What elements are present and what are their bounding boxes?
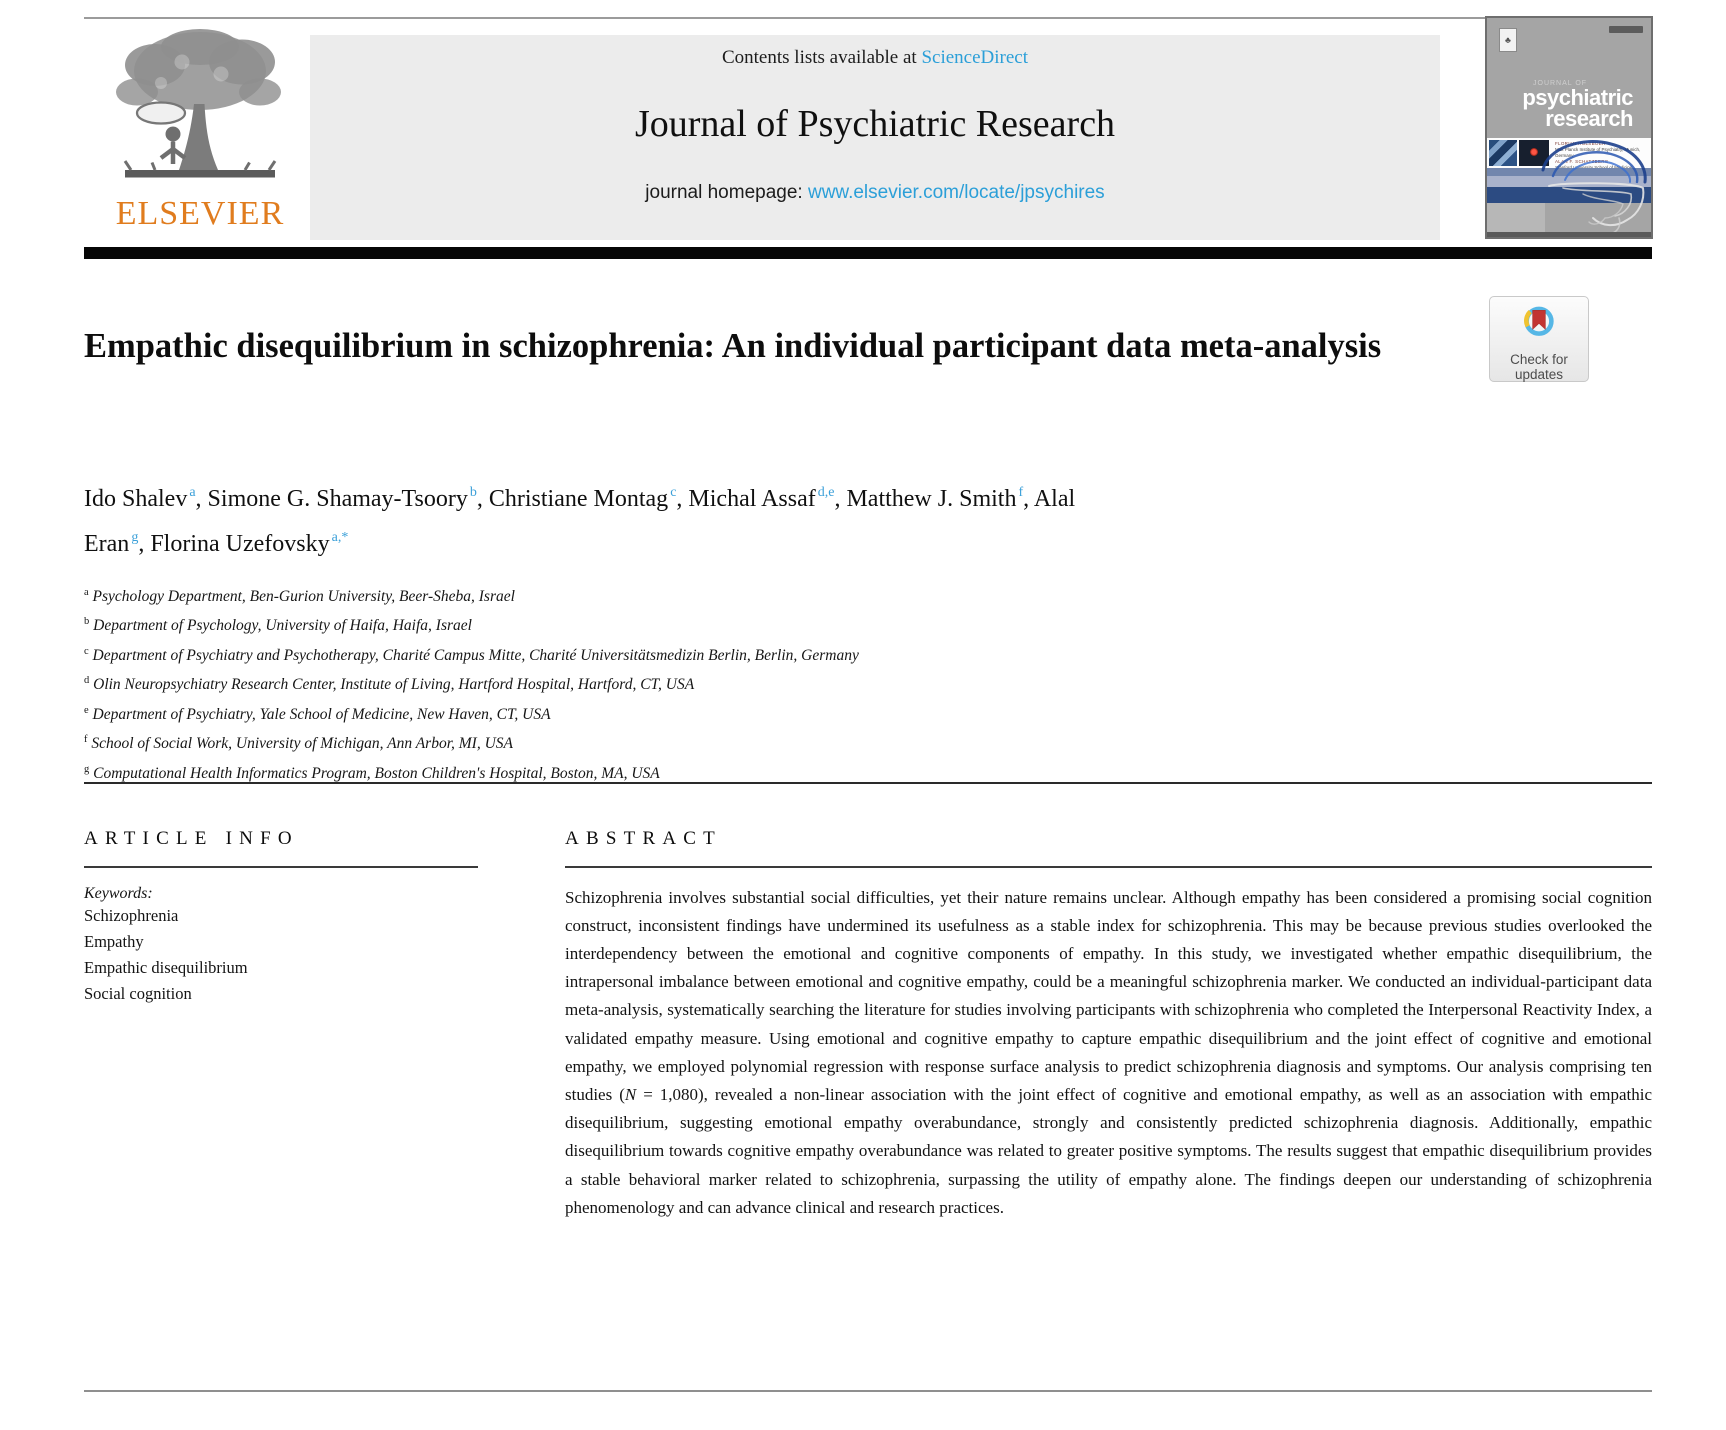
author-name: Florina Uzefovsky	[150, 531, 330, 557]
article-title: Empathic disequilibrium in schizophrenia: An individual participant data meta-analysis	[84, 327, 1382, 365]
author-name: Ido Shalev	[84, 486, 188, 512]
cover-brain-icon	[1523, 130, 1651, 238]
crossmark-icon	[1517, 302, 1561, 346]
affiliation-sup: e	[84, 704, 89, 716]
affiliation-sup: d	[84, 675, 90, 687]
cover-bottom-strip	[1487, 232, 1651, 237]
author-affiliation-sup: b	[469, 485, 477, 500]
cover-editor: FLORIAN HOLSBOER Max Planck Institute of Psychiatry, Munich, Germany	[1555, 141, 1641, 158]
affiliation-sup: c	[84, 645, 89, 657]
affiliation	[84, 639, 1484, 668]
affiliation	[84, 668, 1484, 697]
author	[846, 486, 1033, 512]
elsevier-wordmark: ELSEVIER	[115, 195, 285, 232]
bottom-divider	[84, 1390, 1652, 1392]
author-name: Matthew J. Smith	[846, 486, 1017, 512]
abstract-part-2: = 1,080), revealed a non-linear association with the joint effect of cognitive and emotional empathy, as well as an association with empathic disequilibrium, suggesting emotional empathy overabundance, strongly and consistently predicted schizophrenia diagnosis. Additionally, empathic disequilibrium towards cognitive empathy overabundance was related to greater positive symptoms. The results suggest that empathic disequilibrium provides a stable behavioral marker related to schizophrenia, surpassing the utility of empathy alone. The findings deepen our understanding of schizophrenia phenomenology and can advance clinical and research practices.	[565, 1084, 1652, 1217]
affiliation	[84, 609, 1484, 638]
author-name: Christiane Montag	[488, 486, 669, 512]
author-affiliation-sup: a	[189, 485, 196, 500]
author-separator: ,	[476, 486, 489, 512]
top-divider	[84, 17, 1652, 19]
author-affiliation-sup: f	[1018, 485, 1024, 500]
section-divider	[84, 782, 1652, 784]
affiliation	[84, 580, 1484, 609]
author-affiliation-sup: d,e	[817, 485, 835, 500]
affiliation-text: Psychology Department, Ben-Gurion University, Beer-Sheba, Israel	[88, 588, 515, 606]
affiliation-text: Olin Neuropsychiatry Research Center, Institute of Living, Hartford Hospital, Hartford, CT, USA	[89, 676, 695, 694]
abstract-heading: ABSTRACT	[565, 828, 722, 849]
author-affiliation-sup: g	[131, 530, 139, 545]
crossmark-badge[interactable]	[1489, 296, 1589, 382]
author-separator: ,	[195, 486, 208, 512]
author-affiliation-sup: a,*	[331, 530, 349, 545]
abstract-text	[565, 884, 1652, 1222]
author-separator: ,	[1023, 486, 1034, 512]
journal-header-panel	[310, 35, 1440, 240]
keyword: Empathic disequilibrium	[84, 957, 248, 977]
affiliation-sup: b	[84, 616, 90, 628]
keywords-label: Keywords:	[84, 884, 153, 902]
contents-prefix: Contents lists available at	[721, 47, 922, 68]
elsevier-tree-icon	[95, 26, 305, 188]
header-black-bar	[84, 247, 1652, 259]
homepage-line	[310, 182, 1440, 204]
cover-issn-mark	[1609, 26, 1643, 33]
cover-title: psychiatric research	[1522, 85, 1633, 131]
affiliations	[84, 580, 1484, 786]
affiliation-text: Department of Psychology, University of Haifa, Haifa, Israel	[89, 617, 472, 635]
abstract-rule	[565, 866, 1652, 868]
cover-image-crystals	[1489, 140, 1517, 166]
abstract-part-1: Schizophrenia involves substantial social difficulties, yet their nature remains unclear. Although empathy has been considered a promising social cognition construct, inconsistent findings have undermined its usefulness as a stable index for schizophrenia. This may be because previous studies overlooked the interdependency between the emotional and cognitive components of empathy. In this study, we investigated whether empathic disequilibrium, the intrapersonal imbalance between emotional and cognitive empathy, could be a meaningful schizophrenia marker. We conducted an individual-participant data meta-analysis, systematically searching the literature for studies involving participants with schizophrenia who completed the Interpersonal Reactivity Index, a validated empathy measure. Using emotional and cognitive empathy to capture empathic disequilibrium and the joint effect of cognitive and emotional empathy, we employed polynomial regression with response surface analysis to predict schizophrenia diagnosis and symptoms. Our analysis comprising ten studies (	[565, 887, 1652, 1104]
homepage-link[interactable]: www.elsevier.com/locate/jpsychires	[807, 182, 1105, 203]
homepage-prefix: journal homepage:	[645, 182, 808, 203]
author-name: Simone G. Shamay-Tsoory	[207, 486, 468, 512]
journal-cover-thumbnail[interactable]	[1485, 16, 1653, 239]
author	[208, 486, 489, 512]
author-affiliation-sup: c	[670, 485, 677, 500]
article-info-rule	[84, 866, 478, 868]
affiliation-text: Computational Health Informatics Program, Boston Children's Hospital, Boston, MA, USA	[89, 764, 660, 782]
keyword: Schizophrenia	[84, 905, 179, 925]
sciencedirect-link[interactable]: ScienceDirect	[921, 47, 1029, 68]
abstract-column	[565, 828, 1652, 1222]
cover-editor: ALAN F. SCHATZBERG	[1555, 159, 1609, 164]
affiliation-text: School of Social Work, University of Michigan, Ann Arbor, MI, USA	[87, 735, 513, 753]
crossmark-label-2: updates	[1514, 367, 1564, 382]
keywords-list	[84, 903, 478, 1007]
affiliation	[84, 698, 1484, 727]
article-info-heading: ARTICLE INFO	[84, 828, 299, 849]
keyword: Empathy	[84, 931, 144, 951]
affiliation-sup: f	[84, 734, 88, 746]
abstract-n-italic: N	[624, 1084, 637, 1104]
authors-line	[84, 474, 1094, 564]
cover-journal-of: JOURNAL OF	[1533, 80, 1588, 87]
author	[150, 531, 348, 557]
affiliation-text: Department of Psychiatry and Psychotherapy, Charité Campus Mitte, Charité Universitätsmedizin Berlin, Berlin, Germany	[88, 647, 859, 665]
author-name: Alal Eran	[84, 486, 1076, 557]
author-separator: ,	[138, 531, 151, 557]
crossmark-label-1: Check for	[1510, 352, 1568, 367]
author-name: Michal Assaf	[688, 486, 816, 512]
contents-line	[310, 47, 1440, 69]
affiliation	[84, 727, 1484, 756]
affiliation-sup: g	[84, 763, 90, 775]
cover-elsevier-mark-icon: ♣	[1499, 28, 1517, 52]
author-separator: ,	[676, 486, 689, 512]
keyword: Social cognition	[84, 983, 192, 1003]
affiliation-sup: a	[84, 587, 89, 598]
elsevier-logo	[84, 26, 316, 238]
author	[489, 486, 689, 512]
journal-title: Journal of Psychiatric Research	[634, 103, 1116, 145]
author	[688, 486, 846, 512]
author-separator: ,	[834, 486, 847, 512]
author	[84, 486, 208, 512]
article-info-column	[84, 828, 478, 1007]
affiliation-text: Department of Psychiatry, Yale School of Medicine, New Haven, CT, USA	[88, 705, 551, 723]
